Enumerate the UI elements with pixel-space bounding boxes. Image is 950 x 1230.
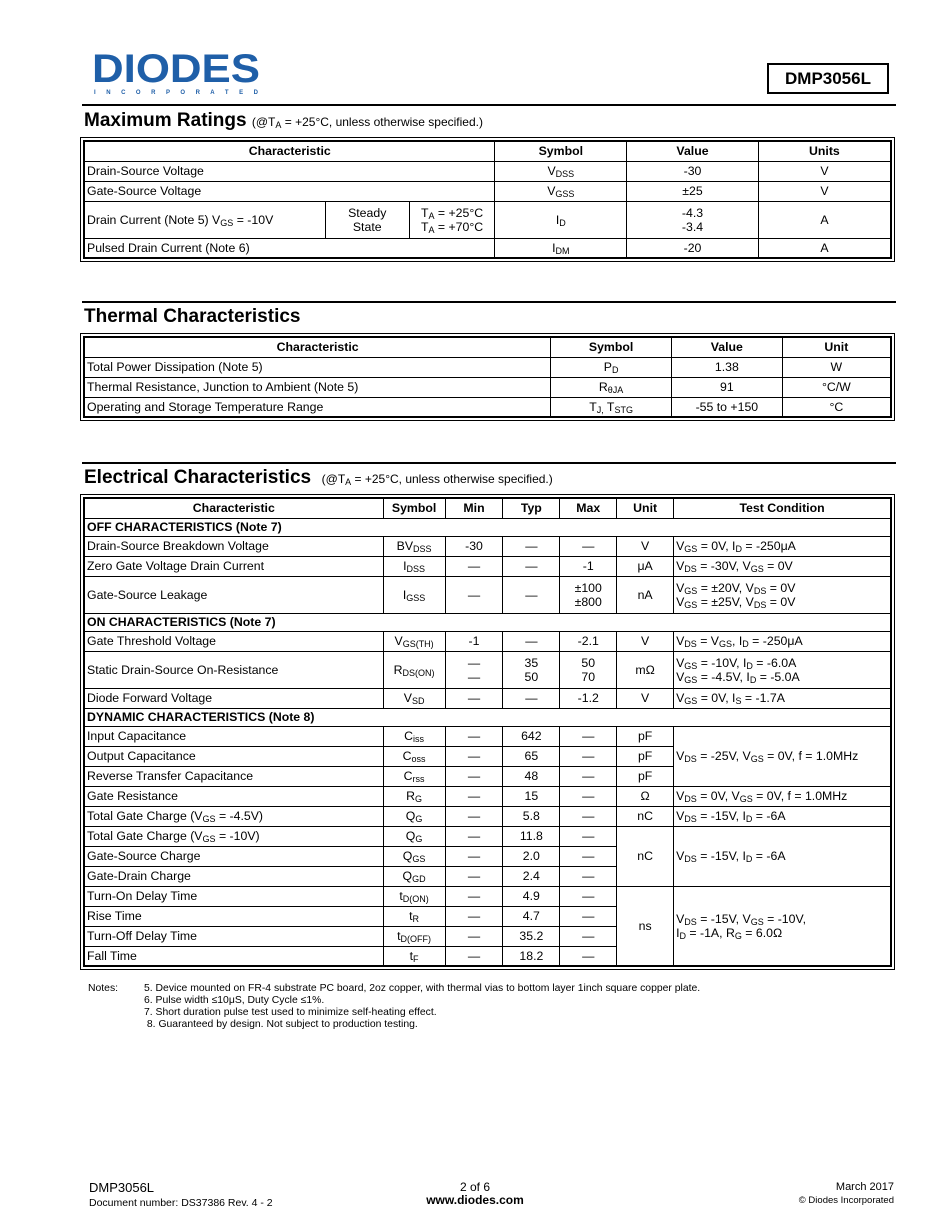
cell-unit: nC [617,826,674,886]
table-row [84,631,891,651]
cell-char: Turn-On Delay Time [84,886,383,906]
cell-typ: 11.8 [503,826,560,846]
col-header: Value [671,337,782,357]
cell-unit: pF [617,746,674,766]
cell-unit: nC [617,806,674,826]
cell-min: — [445,688,503,708]
cell-max: — [560,536,617,556]
part-number-box: DMP3056L [767,63,889,94]
col-header: Max [560,498,617,518]
table-header-row [84,498,891,518]
cell-char: Gate-Source Charge [84,846,383,866]
cell-char: Total Gate Charge $(V_{GS} = -10V)$ [84,826,383,846]
cell-min: — [445,576,503,613]
col-header: Characteristic [84,141,495,161]
notes-label: Notes: [88,983,119,994]
electrical-table [83,497,892,967]
table-row [84,786,891,806]
cell-symbol: $Q_G$ [383,806,445,826]
cell-typ: 18.2 [503,946,560,966]
cell-test-condition: $V_{GS} = -10V$, $I_D = -6.0A$ $V_{GS} = -4.5V$, $I_D = -5.0A$ [674,651,891,688]
cell-symbol: $t_{D(OFF)}$ [383,926,445,946]
cell-char: Total Power Dissipation (Note 5) [84,357,551,377]
cell-char: Static Drain-Source On-Resistance [84,651,383,688]
cell-typ: 15 [503,786,560,806]
cell-test-condition: $V_{DS} = -15V$, $V_{GS} = -10V$, $I_D = -1A$, $R_G = 6.0\Omega$ [674,886,891,966]
cell-typ: — [503,536,560,556]
cell-unit: Ω [617,786,674,806]
cell-char: Gate-Drain Charge [84,866,383,886]
cell-min: — [445,806,503,826]
cell-value: ±25 [627,181,759,201]
table-row [84,726,891,746]
cell-typ: 2.0 [503,846,560,866]
cell-min: — [445,926,503,946]
notes-list [144,983,844,1031]
cell-unit: A [758,201,891,238]
cell-test-condition: $V_{DS} = -15V$, $I_D = -6A$ [674,826,891,886]
cell-unit: V [617,688,674,708]
cell-unit: V [758,161,891,181]
divider [82,104,896,106]
cell-unit: pF [617,726,674,746]
footer-website-link[interactable]: www.diodes.com [426,1193,524,1207]
col-header: Value [627,141,759,161]
table-header-row [84,141,891,161]
divider [82,301,896,303]
cell-char: Thermal Resistance, Junction to Ambient (Note 5) [84,377,551,397]
table-row [84,576,891,613]
footer-part-number: DMP3056L [89,1180,155,1195]
cell-symbol: $T_{J,}$ $T_{STG}$ [551,397,672,417]
divider [82,462,896,464]
thermal-heading: Thermal Characteristics [84,306,301,327]
table-header-row [84,337,891,357]
note-7: 7. Short duration pulse test used to minimize self-heating effect. [144,1007,437,1018]
cell-max: 50 70 [560,651,617,688]
electrical-subtitle: ($@T_A = +25^\circ C$, unless otherwise specified.) [321,472,553,487]
cell-symbol: $Q_{GS}$ [383,846,445,866]
table-row [84,201,891,238]
cell-char: Reverse Transfer Capacitance [84,766,383,786]
table-row [84,886,891,906]
cell-min: — [445,886,503,906]
cell-symbol: $V_{GS(TH)}$ [383,631,445,651]
electrical-heading [84,467,553,489]
note-6: 6. Pulse width ≤10μS, Duty Cycle ≤1%. [144,995,325,1006]
cell-symbol: $C_{rss}$ [383,766,445,786]
max-ratings-title: Maximum Ratings [84,110,247,131]
cell-max: -1 [560,556,617,576]
cell-min: — [445,846,503,866]
cell-test-condition: $V_{GS} = \pm 20V$, $V_{DS} = 0V$ $V_{GS} = \pm 25V$, $V_{DS} = 0V$ [674,576,891,613]
cell-symbol: $V_{SD}$ [383,688,445,708]
cell-char: Diode Forward Voltage [84,688,383,708]
cell-symbol: $R_{DS(ON)}$ [383,651,445,688]
cell-max: — [560,906,617,926]
cell-char: Drain-Source Breakdown Voltage [84,536,383,556]
cell-test-condition: $V_{GS} = 0V$, $I_D = -250\mu A$ [674,536,891,556]
cell-min: -1 [445,631,503,651]
cell-max: — [560,786,617,806]
cell-char: Gate Threshold Voltage [84,631,383,651]
cell-min: — [445,746,503,766]
cell-test-condition: $V_{DS} = -15V$, $I_D = -6A$ [674,806,891,826]
footer-page-number: 2 of 6 [459,1180,491,1194]
logo-tagline: I N C O R P O R A T E D [94,90,259,96]
cell-min: — — [445,651,503,688]
cell-char: Gate-Source Leakage [84,576,383,613]
cell-value: -20 [627,238,759,258]
cell-max: — [560,826,617,846]
cell-symbol: $I_{GSS}$ [383,576,445,613]
cell-char: Output Capacitance [84,746,383,766]
cell-test-condition: $V_{DS} = -25V$, $V_{GS} = 0V$, f = 1.0MHz [674,726,891,786]
col-header: Units [758,141,891,161]
cell-max: — [560,726,617,746]
table-row [84,826,891,846]
cell-typ: 2.4 [503,866,560,886]
cell-typ: 35 50 [503,651,560,688]
cell-unit: mΩ [617,651,674,688]
cell-max: — [560,766,617,786]
cell-char: Fall Time [84,946,383,966]
cell-typ: 5.8 [503,806,560,826]
table-row [84,806,891,826]
cell-min: — [445,906,503,926]
cell-unit: V [617,631,674,651]
section-row [84,518,891,536]
cell-typ: — [503,631,560,651]
cell-char: Drain-Source Voltage [84,161,495,181]
col-header: Unit [617,498,674,518]
cell-max: -2.1 [560,631,617,651]
col-header: Symbol [495,141,627,161]
section-label-off: OFF CHARACTERISTICS (Note 7) [84,518,891,536]
cell-symbol: $t_{D(ON)}$ [383,886,445,906]
cell-unit: ns [617,886,674,966]
cell-value: -55 to +150 [671,397,782,417]
cell-symbol: $t_R$ [383,906,445,926]
cell-min: — [445,826,503,846]
cell-test-condition: $V_{GS} = 0V$, $I_S = -1.7A$ [674,688,891,708]
cell-typ: 65 [503,746,560,766]
footer-date: March 2017 [835,1181,894,1193]
cell-symbol: $V_{DSS}$ [495,161,627,181]
cell-unit: nA [617,576,674,613]
cell-max: ±100 ±800 [560,576,617,613]
footer-document-number: Document number: DS37386 Rev. 4 - 2 [89,1197,273,1209]
cell-value: -4.3 -3.4 [627,201,759,238]
cell-test-condition: $V_{DS} = 0V$, $V_{GS} = 0V$, f = 1.0MHz [674,786,891,806]
section-label-on: ON CHARACTERISTICS (Note 7) [84,613,891,631]
cell-value: 91 [671,377,782,397]
footer-copyright: © Diodes Incorporated [798,1195,894,1206]
max-ratings-heading [84,110,483,132]
cell-symbol: $R_G$ [383,786,445,806]
cell-max: — [560,926,617,946]
cell-typ: — [503,688,560,708]
cell-symbol: $V_{GSS}$ [495,181,627,201]
cell-char: Input Capacitance [84,726,383,746]
col-header: Min [445,498,503,518]
table-row [84,181,891,201]
cell-max: — [560,746,617,766]
table-row [84,397,891,417]
cell-test-condition: $V_{DS} = V_{GS}$, $I_D = -250\mu A$ [674,631,891,651]
cell-unit: V [758,181,891,201]
table-row [84,688,891,708]
section-label-dyn: DYNAMIC CHARACTERISTICS (Note 8) [84,708,891,726]
cell-typ: — [503,576,560,613]
thermal-table [83,336,892,418]
cell-symbol: $I_D$ [495,201,627,238]
cell-unit: W [782,357,891,377]
cell-typ: 4.9 [503,886,560,906]
col-header: Symbol [383,498,445,518]
cell-char: Gate Resistance [84,786,383,806]
cell-symbol: $I_{DM}$ [495,238,627,258]
cell-max: — [560,806,617,826]
table-row [84,536,891,556]
cell-min: -30 [445,536,503,556]
section-row [84,613,891,631]
cell-typ: 4.7 [503,906,560,926]
cell-symbol: $C_{iss}$ [383,726,445,746]
cell-value: -30 [627,161,759,181]
cell-typ: 642 [503,726,560,746]
cell-unit: °C/W [782,377,891,397]
cell-min: — [445,556,503,576]
cell-max: — [560,886,617,906]
cell-typ: 35.2 [503,926,560,946]
cell-value: 1.38 [671,357,782,377]
cell-condition: Steady State [325,201,409,238]
section-row [84,708,891,726]
cell-char: Rise Time [84,906,383,926]
cell-char: Operating and Storage Temperature Range [84,397,551,417]
cell-symbol: $BV_{DSS}$ [383,536,445,556]
max-ratings-table [83,140,892,259]
col-header: Test Condition [674,498,891,518]
cell-typ: — [503,556,560,576]
cell-max: — [560,946,617,966]
cell-char: Turn-Off Delay Time [84,926,383,946]
cell-unit: pF [617,766,674,786]
diodes-logo [92,48,262,96]
cell-unit: μA [617,556,674,576]
cell-symbol: $I_{DSS}$ [383,556,445,576]
cell-unit: °C [782,397,891,417]
col-header: Unit [782,337,891,357]
logo-wordmark: DIODES [92,48,260,91]
col-header: Symbol [551,337,672,357]
cell-unit: V [617,536,674,556]
cell-min: — [445,946,503,966]
col-header: Typ [503,498,560,518]
cell-char: Pulsed Drain Current (Note 6) [84,238,495,258]
table-row [84,556,891,576]
cell-typ: 48 [503,766,560,786]
cell-max: — [560,866,617,886]
table-row [84,161,891,181]
cell-min: — [445,866,503,886]
cell-min: — [445,766,503,786]
cell-symbol: $C_{oss}$ [383,746,445,766]
cell-symbol: $Q_{GD}$ [383,866,445,886]
cell-char: Drain Current (Note 5) $V_{GS} = -10V$ [84,201,325,238]
col-header: Characteristic [84,337,551,357]
col-header: Characteristic [84,498,383,518]
cell-min: — [445,786,503,806]
table-row [84,377,891,397]
note-8: 8. Guaranteed by design. Not subject to production testing. [144,1019,418,1030]
max-ratings-subtitle: ($@T_A = +25^\circ C$, unless otherwise specified.) [251,115,483,130]
cell-symbol: $R_{\theta JA}$ [551,377,672,397]
cell-test-condition: $V_{DS} = -30V$, $V_{GS} = 0V$ [674,556,891,576]
cell-max: -1.2 [560,688,617,708]
electrical-title: Electrical Characteristics [84,467,312,488]
table-row [84,357,891,377]
cell-unit: A [758,238,891,258]
cell-symbol: $Q_G$ [383,826,445,846]
cell-char: Total Gate Charge $(V_{GS} = -4.5V)$ [84,806,383,826]
table-row [84,238,891,258]
cell-char: Zero Gate Voltage Drain Current [84,556,383,576]
cell-temps: $T_A = +25^\circ C$ $T_A = +70^\circ C$ [409,201,495,238]
note-5: 5. Device mounted on FR-4 substrate PC board, 2oz copper, with thermal vias to bottom layer 1inch square copper plate. [144,983,701,994]
cell-max: — [560,846,617,866]
cell-min: — [445,726,503,746]
cell-symbol: $P_D$ [551,357,672,377]
table-row [84,651,891,688]
cell-symbol: $t_F$ [383,946,445,966]
cell-char: Gate-Source Voltage [84,181,495,201]
